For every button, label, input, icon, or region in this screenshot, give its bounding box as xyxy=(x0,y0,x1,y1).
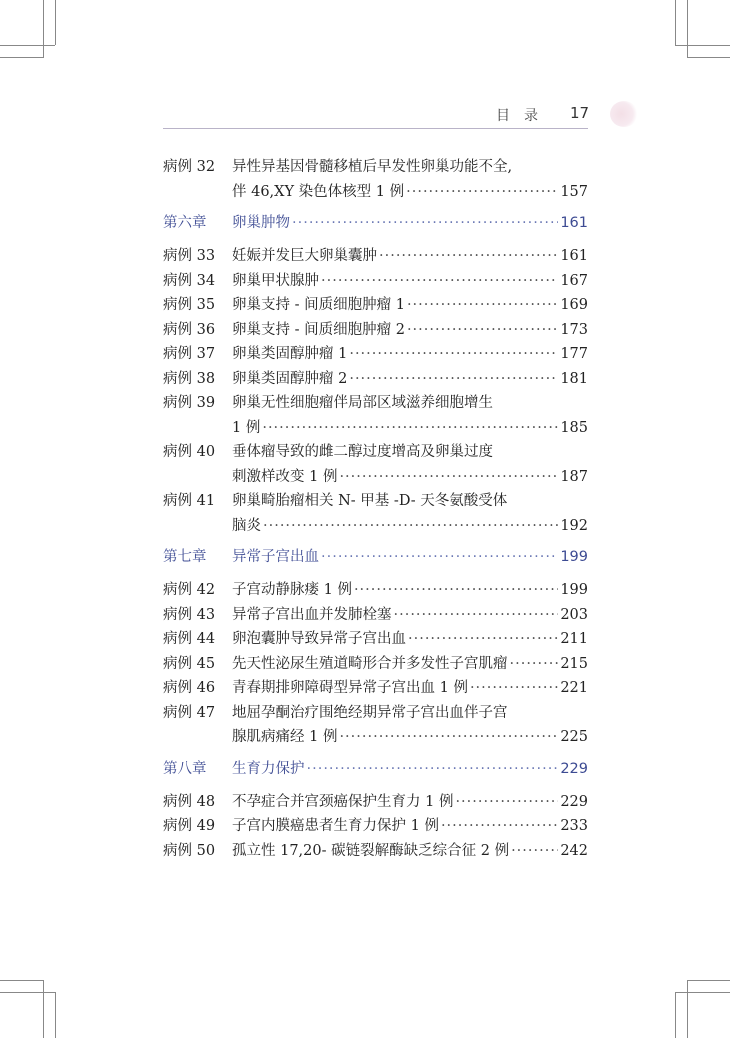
case-number: 病例 35 xyxy=(163,297,216,313)
crop-mark xyxy=(687,57,730,58)
case-number: 病例 32 xyxy=(163,159,216,175)
case-number: 病例 33 xyxy=(163,248,216,264)
page-number: 177 xyxy=(560,346,588,362)
case-title: 卵巢类固醇肿瘤 2 xyxy=(232,370,348,387)
dot-leader xyxy=(262,416,558,441)
case-title: 不孕症合并宫颈癌保护生育力 1 例 xyxy=(232,793,454,810)
toc-line xyxy=(163,318,588,343)
dot-leader xyxy=(408,627,558,652)
toc-line xyxy=(163,489,588,514)
case-number: 病例 43 xyxy=(163,606,216,623)
toc-entry xyxy=(163,391,588,440)
toc-entry xyxy=(163,839,588,864)
toc-line xyxy=(163,514,588,539)
dot-leader xyxy=(349,367,558,392)
page-number: 242 xyxy=(560,842,588,859)
case-number: 病例 45 xyxy=(163,655,216,672)
dot-leader xyxy=(349,342,558,367)
chapter-number: 第七章 xyxy=(163,549,207,565)
dot-leader xyxy=(406,180,558,205)
dot-leader xyxy=(321,545,558,569)
dot-leader xyxy=(394,603,559,628)
case-title: 卵巢类固醇肿瘤 1 xyxy=(232,346,348,362)
toc-line xyxy=(163,652,588,677)
case-number: 病例 42 xyxy=(163,582,216,598)
header-rule xyxy=(163,128,588,129)
toc-line xyxy=(163,603,588,628)
toc-entry xyxy=(163,489,588,538)
case-number: 病例 38 xyxy=(163,370,216,387)
dot-leader xyxy=(292,211,558,235)
toc-line xyxy=(163,416,588,441)
chapter-title: 生育力保护 xyxy=(232,760,305,777)
case-title: 卵巢支持 - 间质细胞肿瘤 2 xyxy=(232,321,405,338)
dot-leader xyxy=(321,269,558,294)
page-number: 221 xyxy=(560,680,588,696)
case-title: 地屈孕酮治疗围绝经期异常子宫出血伴子宫 xyxy=(232,704,508,721)
case-number: 病例 37 xyxy=(163,346,216,362)
page-number: 229 xyxy=(560,793,588,810)
case-number: 病例 41 xyxy=(163,493,216,509)
toc-line xyxy=(163,180,588,205)
dot-leader xyxy=(455,790,558,815)
decorative-flourish xyxy=(610,101,638,127)
toc-entry xyxy=(163,790,588,815)
crop-mark xyxy=(687,980,688,1038)
running-header-page-number: 17 xyxy=(570,104,590,122)
page-number: 161 xyxy=(560,215,588,231)
case-number: 病例 40 xyxy=(163,444,216,460)
toc-entry xyxy=(163,676,588,701)
crop-mark xyxy=(0,57,44,58)
dot-leader xyxy=(511,839,558,864)
page-number: 185 xyxy=(560,419,588,436)
crop-mark xyxy=(43,0,44,58)
toc-line xyxy=(163,701,588,726)
page-number: 233 xyxy=(560,818,588,834)
toc-line xyxy=(163,293,588,318)
toc-entry xyxy=(163,814,588,839)
toc-entry xyxy=(163,578,588,603)
page-number: 215 xyxy=(560,655,588,672)
crop-mark xyxy=(675,992,730,993)
toc-entry xyxy=(163,652,588,677)
case-title: 脑炎 xyxy=(232,517,261,534)
case-title: 妊娠并发巨大卵巢囊肿 xyxy=(232,248,377,264)
case-title: 子宫内膜癌患者生育力保护 1 例 xyxy=(232,818,439,834)
case-number: 病例 50 xyxy=(163,842,216,859)
case-number: 病例 49 xyxy=(163,818,216,834)
page-number: 225 xyxy=(560,729,588,745)
case-title: 垂体瘤导致的雌二醇过度增高及卵巢过度 xyxy=(232,444,493,460)
crop-mark xyxy=(687,0,688,58)
case-title: 异性异基因骨髓移植后早发性卵巢功能不全, xyxy=(232,159,513,175)
crop-mark xyxy=(55,0,56,45)
case-title: 孤立性 17,20- 碳链裂解酶缺乏综合征 2 例 xyxy=(232,842,510,859)
toc-entry xyxy=(163,440,588,489)
chapter-heading xyxy=(163,757,588,781)
toc-entry xyxy=(163,627,588,652)
chapter-row xyxy=(163,545,588,569)
toc-line xyxy=(163,244,588,269)
case-title: 卵泡囊肿导致异常子宫出血 xyxy=(232,631,406,647)
toc-line xyxy=(163,391,588,416)
page-number: 181 xyxy=(560,370,588,387)
chapter-row xyxy=(163,757,588,781)
crop-mark xyxy=(675,0,676,45)
case-title: 腺肌病痛经 1 例 xyxy=(232,729,338,745)
case-title: 刺激样改变 1 例 xyxy=(232,468,338,485)
page-number: 161 xyxy=(560,248,588,264)
case-title: 异常子宫出血并发肺栓塞 xyxy=(232,606,392,623)
crop-mark xyxy=(687,980,730,981)
crop-mark xyxy=(0,45,55,46)
dot-leader xyxy=(379,244,558,269)
dot-leader xyxy=(470,676,558,701)
page-number: 203 xyxy=(560,606,588,623)
toc-line xyxy=(163,839,588,864)
dot-leader xyxy=(441,814,558,839)
case-title: 卵巢甲状腺肿 xyxy=(232,272,319,289)
toc-entry xyxy=(163,269,588,294)
toc-line xyxy=(163,465,588,490)
running-header-section: 目 录 xyxy=(496,108,538,124)
case-number: 病例 47 xyxy=(163,704,216,721)
toc-entry xyxy=(163,318,588,343)
toc-entry xyxy=(163,293,588,318)
toc-line xyxy=(163,342,588,367)
dot-leader xyxy=(510,652,559,677)
dot-leader xyxy=(407,318,558,343)
table-of-contents xyxy=(163,155,588,863)
case-title: 卵巢畸胎瘤相关 N- 甲基 -D- 天冬氨酸受体 xyxy=(232,493,508,509)
toc-entry xyxy=(163,155,588,204)
chapter-row xyxy=(163,211,588,235)
crop-mark xyxy=(43,980,44,1038)
case-number: 病例 48 xyxy=(163,793,216,810)
toc-entry xyxy=(163,603,588,628)
page-number: 173 xyxy=(560,321,588,338)
case-number: 病例 46 xyxy=(163,680,216,696)
crop-mark xyxy=(675,992,676,1038)
crop-mark xyxy=(0,992,55,993)
toc-line xyxy=(163,269,588,294)
page-number: 192 xyxy=(560,517,588,534)
chapter-number: 第八章 xyxy=(163,760,207,777)
page-number: 211 xyxy=(560,631,588,647)
chapter-number: 第六章 xyxy=(163,215,207,231)
page-number: 187 xyxy=(560,468,588,485)
case-title: 卵巢无性细胞瘤伴局部区域滋养细胞增生 xyxy=(232,395,493,411)
crop-mark xyxy=(55,992,56,1038)
case-title: 伴 46,XY 染色体核型 1 例 xyxy=(232,183,405,200)
dot-leader xyxy=(263,514,558,539)
case-title: 卵巢支持 - 间质细胞肿瘤 1 xyxy=(232,297,405,313)
dot-leader xyxy=(339,465,558,490)
chapter-heading xyxy=(163,545,588,569)
toc-line xyxy=(163,155,588,180)
dot-leader xyxy=(307,757,559,781)
crop-mark xyxy=(0,980,44,981)
chapter-heading xyxy=(163,211,588,235)
toc-line xyxy=(163,367,588,392)
case-number: 病例 44 xyxy=(163,631,216,647)
toc-entry xyxy=(163,367,588,392)
toc-entry xyxy=(163,701,588,750)
toc-entry xyxy=(163,342,588,367)
chapter-title: 卵巢肿物 xyxy=(232,215,290,231)
case-number: 病例 39 xyxy=(163,395,216,411)
page-number: 199 xyxy=(560,582,588,598)
dot-leader xyxy=(339,725,558,750)
case-title: 1 例 xyxy=(232,419,261,436)
dot-leader xyxy=(407,293,558,318)
case-title: 青春期排卵障碍型异常子宫出血 1 例 xyxy=(232,680,468,696)
toc-line xyxy=(163,676,588,701)
crop-mark xyxy=(675,45,730,46)
toc-line xyxy=(163,790,588,815)
case-number: 病例 36 xyxy=(163,321,216,338)
toc-line xyxy=(163,725,588,750)
page-number: 157 xyxy=(560,183,588,200)
page-number: 167 xyxy=(560,272,588,289)
toc-entry xyxy=(163,244,588,269)
toc-line xyxy=(163,627,588,652)
page-number: 169 xyxy=(560,297,588,313)
case-title: 子宫动静脉瘘 1 例 xyxy=(232,582,352,598)
toc-line xyxy=(163,578,588,603)
chapter-title: 异常子宫出血 xyxy=(232,549,319,565)
page-number: 199 xyxy=(560,549,588,565)
case-title: 先天性泌尿生殖道畸形合并多发性子宫肌瘤 xyxy=(232,655,508,672)
page-number: 229 xyxy=(560,760,588,777)
dot-leader xyxy=(354,578,558,603)
toc-line xyxy=(163,440,588,465)
toc-line xyxy=(163,814,588,839)
case-number: 病例 34 xyxy=(163,272,216,289)
